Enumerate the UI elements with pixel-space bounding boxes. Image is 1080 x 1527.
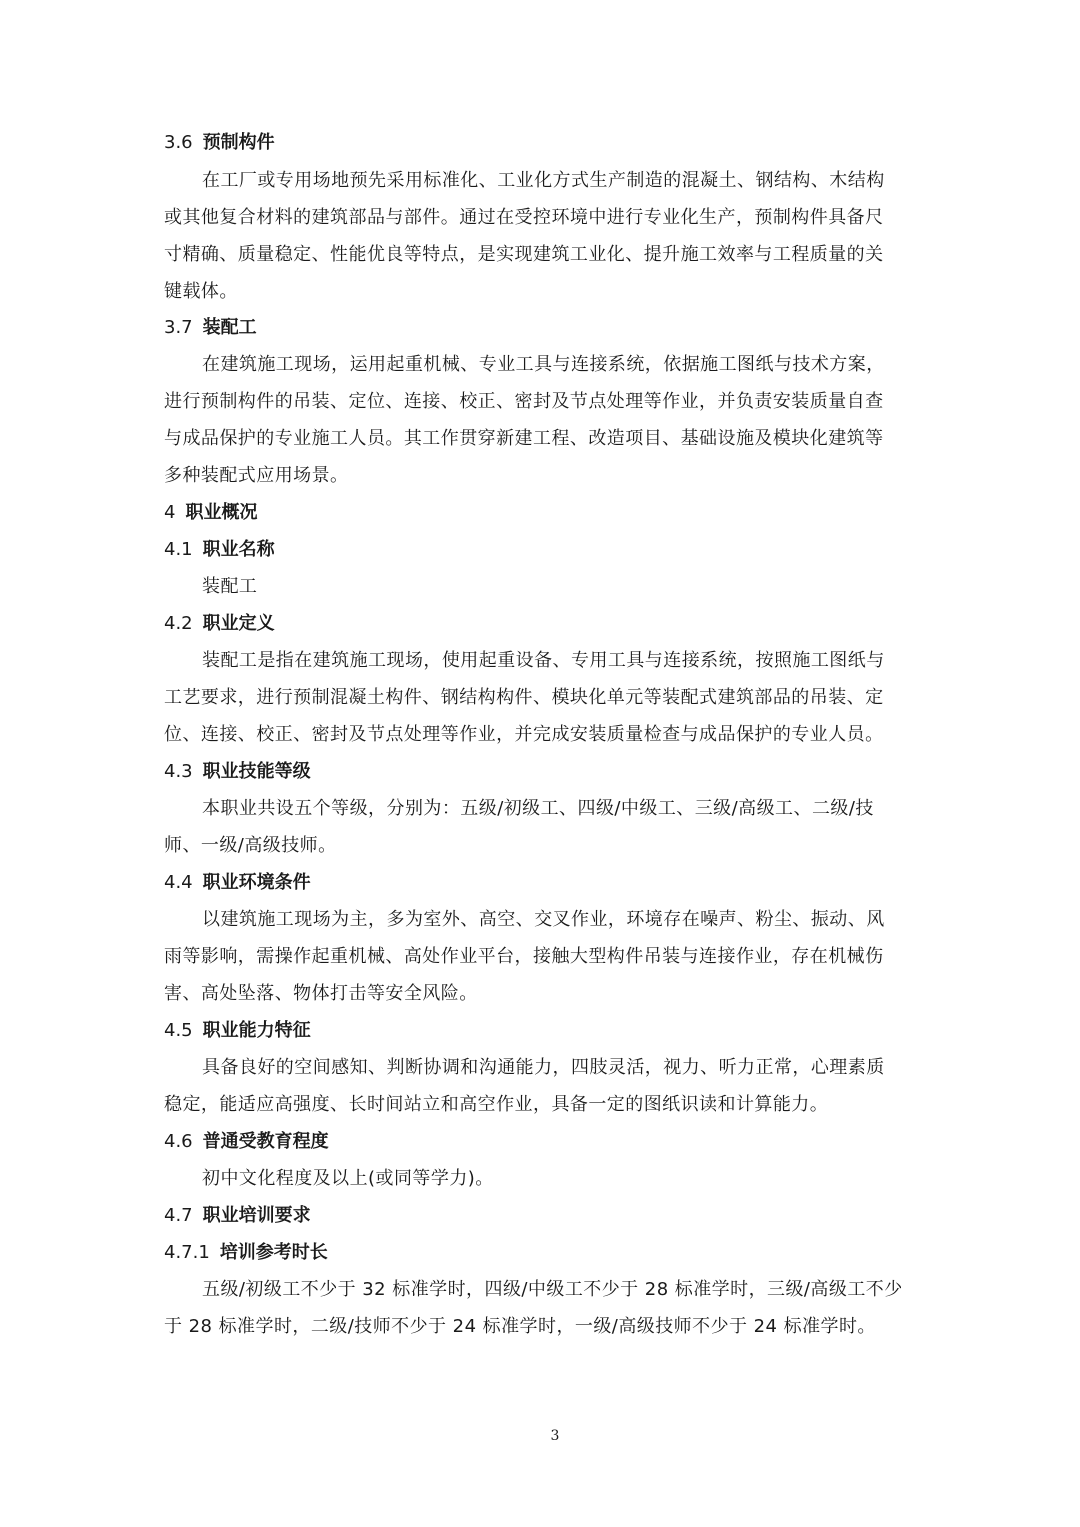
paragraph-line: 以建筑施工现场为主，多为室外、高空、交叉作业，环境存在噪声、粉尘、振动、风	[202, 909, 885, 930]
section-heading-4-7-1	[164, 1241, 328, 1265]
paragraph-line: 五级/初级工不少于 32 标准学时，四级/中级工不少于 28 标准学时，三级/高级工不少	[202, 1279, 903, 1300]
section-heading-4-3	[164, 760, 311, 784]
page-number: 3	[550, 1428, 560, 1444]
paragraph-line: 位、连接、校正、密封及节点处理等作业，并完成安装质量检查与成品保护的专业人员。	[164, 724, 884, 745]
section-number: 3.7	[164, 317, 193, 338]
section-number: 4.6	[164, 1131, 193, 1152]
section-heading-4	[164, 501, 257, 525]
paragraph-line: 装配工	[202, 576, 258, 597]
paragraph-line: 在工厂或专用场地预先采用标准化、工业化方式生产制造的混凝土、钢结构、木结构	[202, 170, 885, 191]
paragraph-line: 雨等影响，需操作起重机械、高处作业平台，接触大型构件吊装与连接作业，存在机械伤	[164, 946, 884, 967]
paragraph-line: 寸精确、质量稳定、性能优良等特点，是实现建筑工业化、提升施工效率与工程质量的关	[164, 244, 884, 265]
paragraph-line: 本职业共设五个等级，分别为：五级/初级工、四级/中级工、三级/高级工、二级/技	[202, 798, 874, 819]
section-heading-4-5	[164, 1019, 311, 1043]
paragraph-line: 稳定，能适应高强度、长时间站立和高空作业，具备一定的图纸识读和计算能力。	[164, 1094, 829, 1115]
section-number: 3.6	[164, 132, 193, 153]
section-title: 职业环境条件	[202, 872, 311, 893]
section-heading-4-1	[164, 538, 275, 562]
paragraph-line: 或其他复合材料的建筑部品与部件。通过在受控环境中进行专业化生产，预制构件具备尺	[164, 207, 884, 228]
paragraph-line: 多种装配式应用场景。	[164, 465, 349, 486]
paragraph-line: 在建筑施工现场，运用起重机械、专业工具与连接系统，依据施工图纸与技术方案，	[202, 354, 885, 375]
section-title: 职业技能等级	[202, 761, 311, 782]
paragraph-line: 进行预制构件的吊装、定位、连接、校正、密封及节点处理等作业，并负责安装质量自查	[164, 391, 884, 412]
paragraph-line: 初中文化程度及以上(或同等学力)。	[202, 1168, 494, 1189]
paragraph-line: 具备良好的空间感知、判断协调和沟通能力，四肢灵活，视力、听力正常，心理素质	[202, 1057, 885, 1078]
paragraph-line: 与成品保护的专业施工人员。其工作贯穿新建工程、改造项目、基础设施及模块化建筑等	[164, 428, 884, 449]
section-title: 培训参考时长	[219, 1242, 328, 1263]
section-number: 4.7.1	[164, 1242, 210, 1263]
section-heading-4-2	[164, 612, 275, 636]
section-heading-3-6	[164, 131, 275, 155]
section-number: 4.7	[164, 1205, 193, 1226]
section-title: 普通受教育程度	[202, 1131, 329, 1152]
section-title: 职业培训要求	[202, 1205, 311, 1226]
section-title: 预制构件	[202, 132, 275, 153]
section-title: 职业名称	[202, 539, 275, 560]
section-heading-3-7	[164, 316, 257, 340]
section-heading-4-4	[164, 871, 311, 895]
paragraph-line: 键载体。	[164, 281, 238, 302]
section-number: 4.3	[164, 761, 193, 782]
paragraph-line: 于 28 标准学时，二级/技师不少于 24 标准学时，一级/高级技师不少于 24 标准学时。	[164, 1316, 876, 1337]
section-title: 职业定义	[202, 613, 275, 634]
section-number: 4.5	[164, 1020, 193, 1041]
section-number: 4.2	[164, 613, 193, 634]
section-number: 4	[164, 502, 176, 523]
section-title: 职业概况	[185, 502, 258, 523]
section-heading-4-7	[164, 1204, 311, 1228]
paragraph-line: 害、高处坠落、物体打击等安全风险。	[164, 983, 478, 1004]
section-title: 装配工	[202, 317, 257, 338]
paragraph-line: 工艺要求，进行预制混凝土构件、钢结构构件、模块化单元等装配式建筑部品的吊装、定	[164, 687, 884, 708]
paragraph-line: 装配工是指在建筑施工现场，使用起重设备、专用工具与连接系统，按照施工图纸与	[202, 650, 885, 671]
section-number: 4.4	[164, 872, 193, 893]
section-heading-4-6	[164, 1130, 329, 1154]
section-title: 职业能力特征	[202, 1020, 311, 1041]
section-number: 4.1	[164, 539, 193, 560]
paragraph-line: 师、一级/高级技师。	[164, 835, 337, 856]
